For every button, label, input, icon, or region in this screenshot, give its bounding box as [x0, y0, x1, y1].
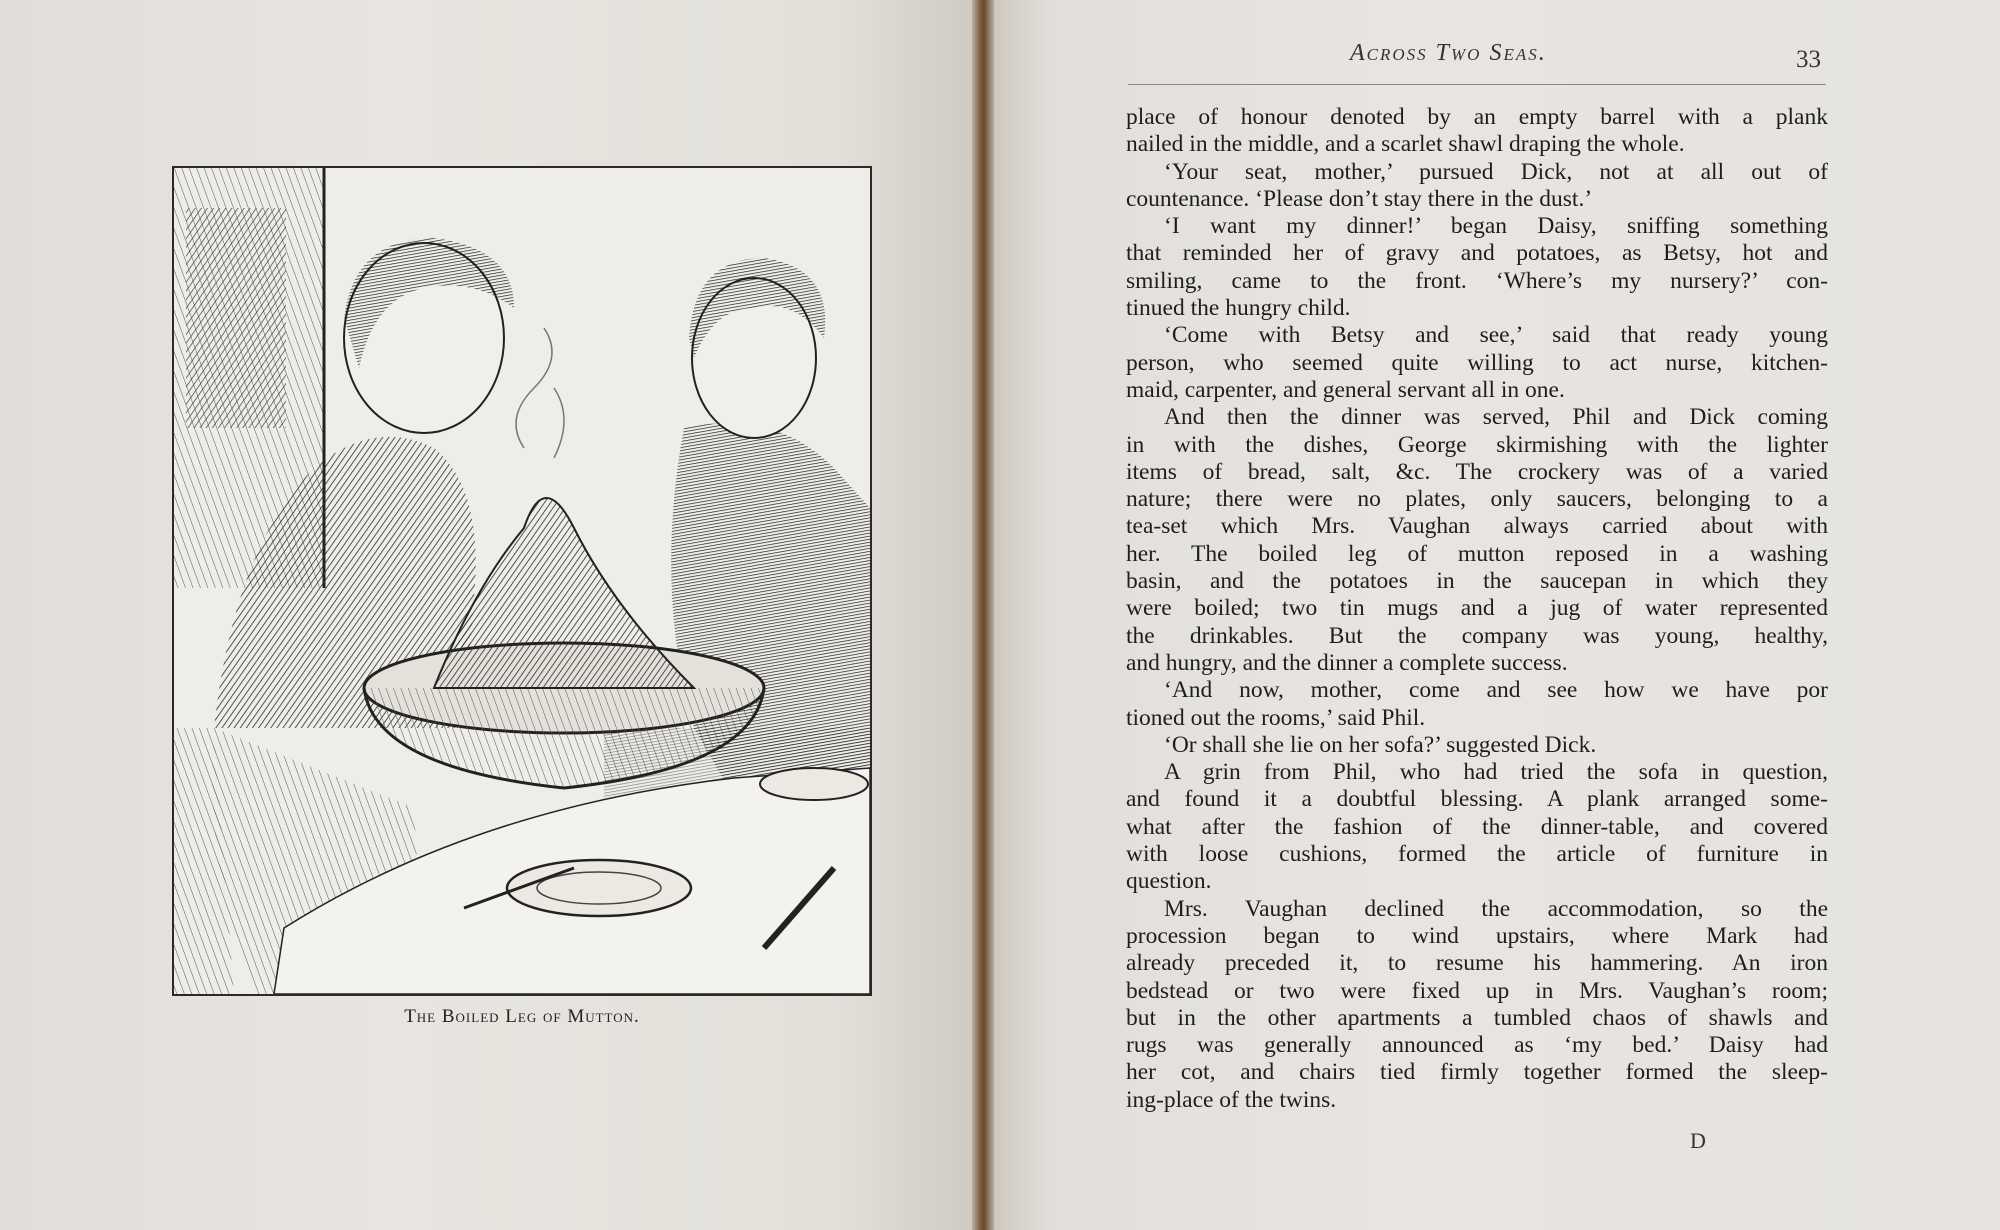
text-line: nailed in the middle, and a scarlet shawl draping the whole.	[1126, 131, 1685, 158]
text-line: nature; there were no plates, only saucers, belonging to a	[1126, 486, 1828, 513]
text-line: tioned out the rooms,’ said Phil.	[1126, 704, 1426, 731]
text-line: smiling, came to the front. ‘Where’s my nursery?’ con-	[1126, 267, 1828, 294]
text-line: already preceded it, to resume his hammering. An iron	[1126, 950, 1828, 977]
text-line: the drinkables. But the company was young, healthy,	[1126, 622, 1828, 649]
page-number: 33	[1796, 46, 1821, 73]
text-line: tinued the hungry child.	[1126, 295, 1351, 322]
text-line: what after the fashion of the dinner-table, and covered	[1126, 813, 1828, 840]
text-line: person, who seemed quite willing to act nurse, kitchen-	[1126, 349, 1828, 376]
text-line: and hungry, and the dinner a complete success.	[1126, 649, 1568, 676]
text-line: that reminded her of gravy and potatoes, as Betsy, hot and	[1126, 240, 1828, 267]
text-line: her. The boiled leg of mutton reposed in a washing	[1126, 540, 1828, 567]
text-line: ‘I want my dinner!’ began Daisy, sniffing something	[1164, 213, 1828, 240]
text-line: question.	[1126, 868, 1212, 895]
text-line: maid, carpenter, and general servant all in one.	[1126, 376, 1565, 403]
text-line: but in the other apartments a tumbled chaos of shawls and	[1126, 1004, 1828, 1031]
text-line: A grin from Phil, who had tried the sofa in question,	[1164, 759, 1828, 786]
text-line: were boiled; two tin mugs and a jug of water represented	[1126, 595, 1828, 622]
text-line: in with the dishes, George skirmishing with the lighter	[1126, 431, 1828, 458]
text-line: procession began to wind upstairs, where Mark had	[1126, 922, 1828, 949]
text-line: her cot, and chairs tied firmly together formed the sleep-	[1126, 1059, 1828, 1086]
book-gutter	[972, 0, 994, 1230]
text-line: tea-set which Mrs. Vaughan always carried about with	[1126, 513, 1828, 540]
text-line: rugs was generally announced as ‘my bed.’ Daisy had	[1126, 1032, 1828, 1059]
signature-mark: D	[1690, 1128, 1706, 1153]
text-line: and found it a doubtful blessing. A plank arranged some-	[1126, 786, 1828, 813]
running-head: Across Two Seas.	[1350, 40, 1547, 66]
text-line: place of honour denoted by an empty barrel with a plank	[1126, 104, 1828, 130]
text-line: ‘Or shall she lie on her sofa?’ suggested Dick.	[1164, 731, 1597, 758]
text-line: items of bread, salt, &c. The crockery was of a varied	[1126, 458, 1828, 485]
text-line: ‘Your seat, mother,’ pursued Dick, not at all out of	[1164, 158, 1828, 185]
text-line: with loose cushions, formed the article of furniture in	[1126, 841, 1828, 868]
text-line: basin, and the potatoes in the saucepan in which they	[1126, 568, 1828, 595]
engraving-illustration	[174, 168, 870, 994]
text-line: ‘And now, mother, come and see how we have por	[1164, 677, 1828, 704]
text-line: Mrs. Vaughan declined the accommodation, so the	[1164, 895, 1828, 922]
illustration-caption: The Boiled Leg of Mutton.	[404, 1006, 640, 1027]
header-rule	[1128, 84, 1826, 85]
text-line: And then the dinner was served, Phil and Dick coming	[1164, 404, 1828, 431]
body-text	[1126, 104, 1828, 1114]
illustration-frame	[172, 166, 872, 996]
text-line: countenance. ‘Please don’t stay there in the dust.’	[1126, 185, 1593, 212]
text-line: ‘Come with Betsy and see,’ said that ready young	[1164, 322, 1828, 349]
text-line: bedstead or two were fixed up in Mrs. Vaughan’s room;	[1126, 977, 1828, 1004]
text-line: ing-place of the twins.	[1126, 1086, 1337, 1113]
